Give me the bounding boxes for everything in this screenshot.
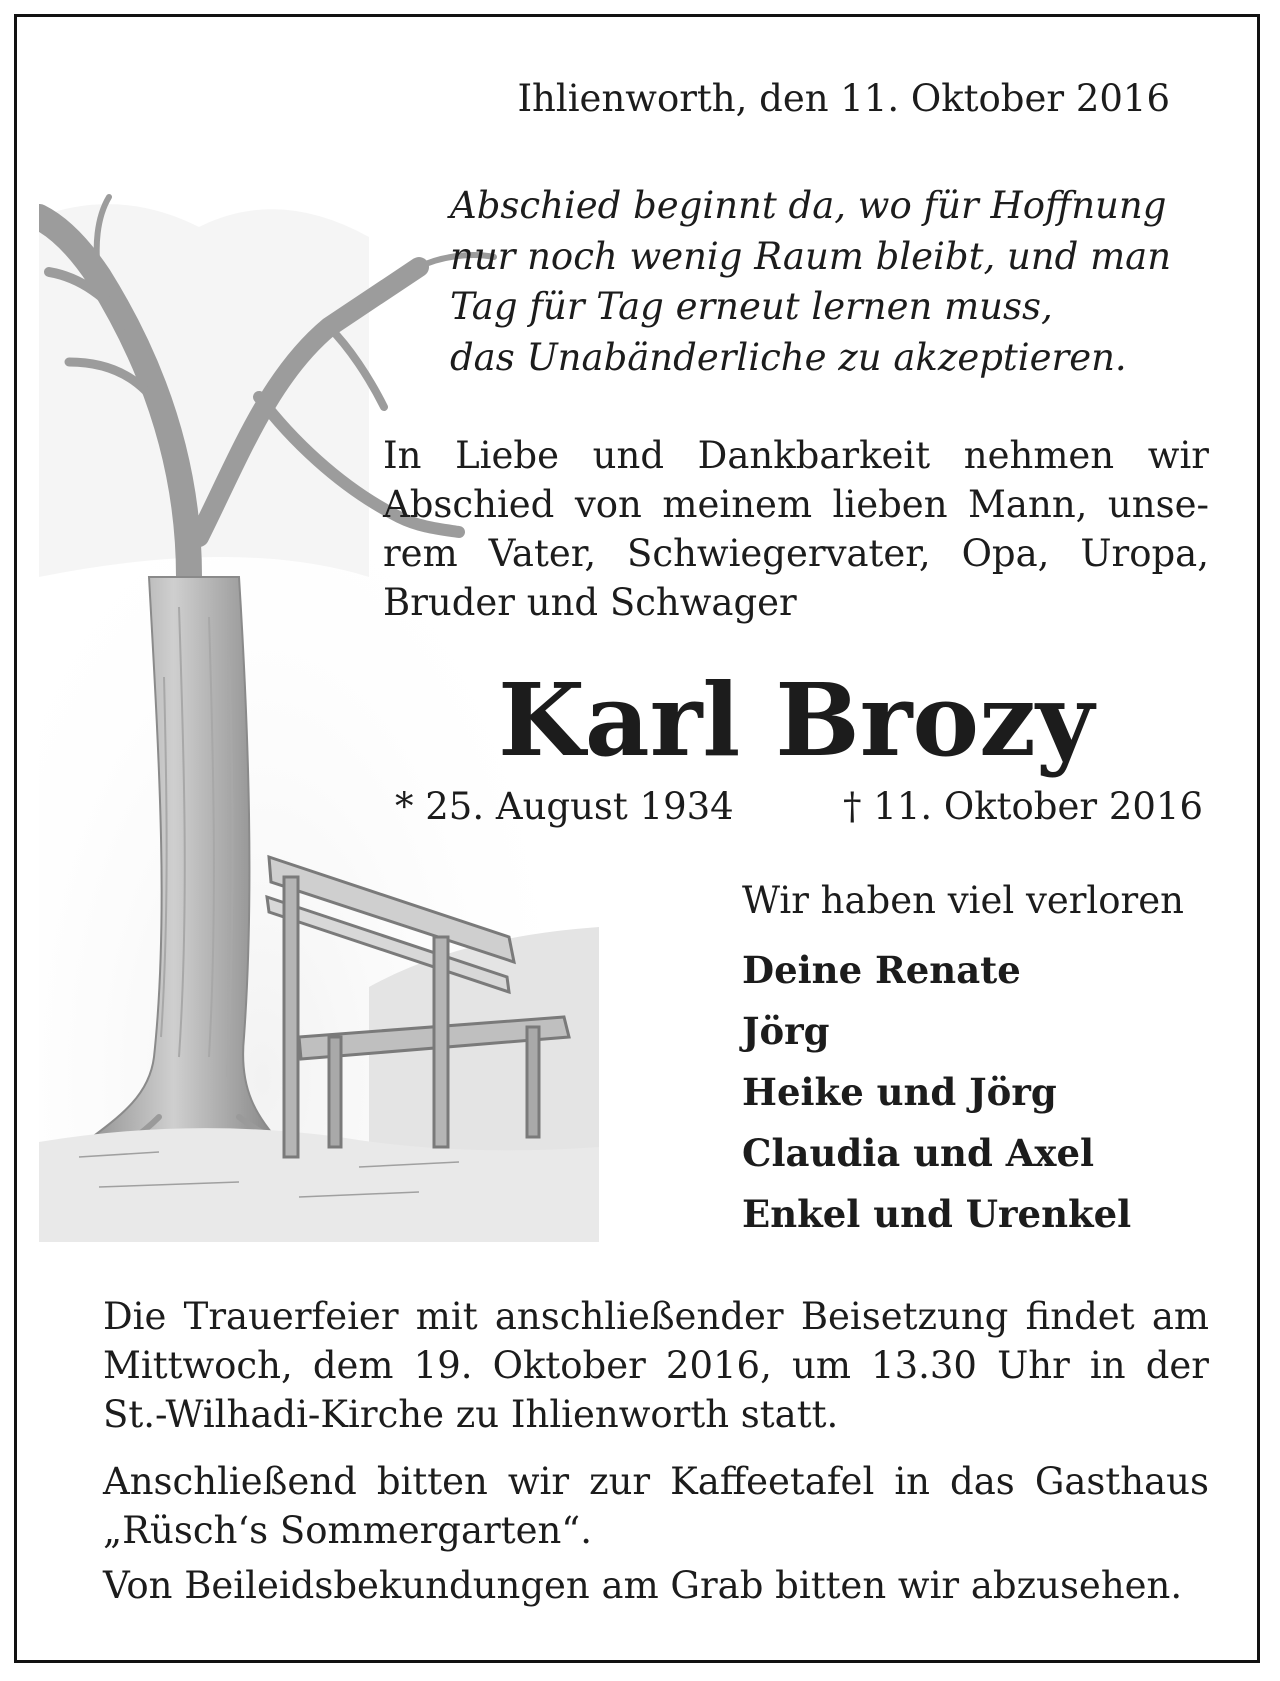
intro-text: In Liebe und Dankbarkeit nehmen wir Abschied von meinem lieben Mann, unserem Vater, Schwiegervater, Opa, Uropa, Bruder und Schwager bbox=[383, 434, 1209, 624]
mourners-intro: Wir haben viel verloren bbox=[742, 879, 1184, 922]
mourner-name: Deine Renate bbox=[742, 948, 1021, 992]
motto-line: nur noch wenig Raum bleibt, und man bbox=[450, 234, 1172, 278]
mourner-name: Jörg bbox=[742, 1009, 830, 1053]
motto-line: Abschied beginnt da, wo für Hoffnung bbox=[450, 184, 1167, 227]
mourner-name: Heike und Jörg bbox=[742, 1070, 1057, 1114]
life-dates bbox=[395, 785, 1203, 828]
service-text: Die Trauerfeier mit anschließender Beisetzung findet am Mittwoch, dem 19. Oktober 2016, um 13.30 Uhr in der St.-Wilhadi-Kirche zu Ihlienworth statt. bbox=[103, 1295, 1209, 1436]
notice-frame bbox=[14, 14, 1260, 1663]
place-and-date: Ihlienworth, den 11. Oktober 2016 bbox=[517, 77, 1170, 120]
deceased-name: Karl Brozy bbox=[498, 661, 1094, 779]
birth-date: * 25. August 1934 bbox=[395, 785, 734, 828]
condolence-request: Von Beileidsbekundungen am Grab bitten wir abzusehen. bbox=[103, 1564, 1183, 1607]
motto-line: Tag für Tag erneut lernen muss, bbox=[450, 285, 1053, 328]
reception-text: Anschließend bitten wir zur Kaffeetafel in das Gasthaus „Rüsch‘s Sommergarten“. bbox=[103, 1460, 1209, 1552]
mourner-name: Claudia und Axel bbox=[742, 1131, 1095, 1175]
death-date: † 11. Oktober 2016 bbox=[843, 785, 1203, 828]
mourners-block bbox=[742, 879, 1184, 1245]
mourner-name: Enkel und Urenkel bbox=[742, 1192, 1132, 1236]
motto-line: das Unabänderliche zu akzeptieren. bbox=[450, 335, 1127, 379]
ceremony-info bbox=[103, 1292, 1209, 1610]
farewell-motto bbox=[450, 181, 1210, 383]
